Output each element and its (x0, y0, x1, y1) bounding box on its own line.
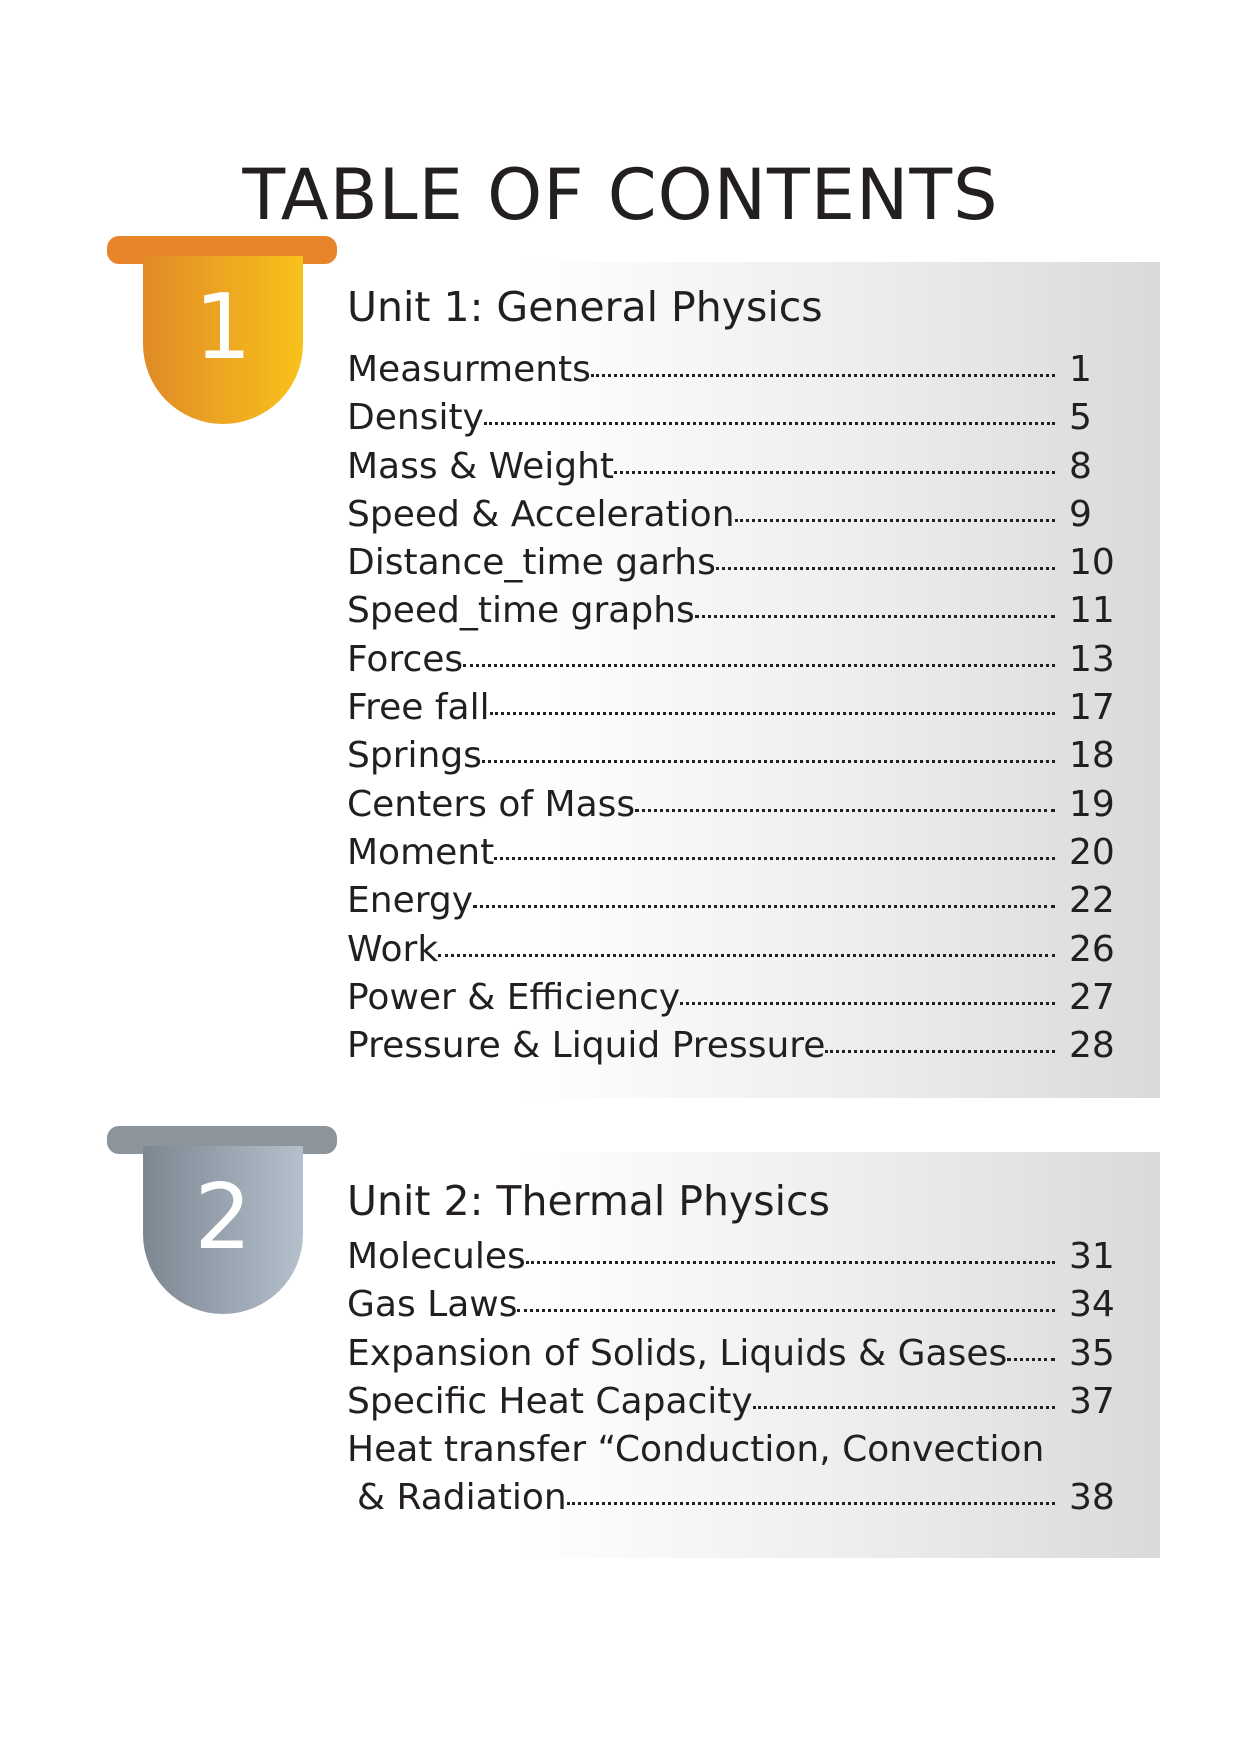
toc-entry[interactable] (347, 684, 1127, 732)
toc-entry[interactable] (347, 1378, 1127, 1426)
toc-entry[interactable] (347, 443, 1127, 491)
unit-1-title: Unit 1: General Physics (347, 283, 823, 331)
toc-entry[interactable] (347, 491, 1127, 539)
unit-1-number: 1 (194, 275, 252, 380)
toc-entry[interactable] (347, 877, 1127, 925)
entry-title: Distance_time garhs (347, 542, 716, 584)
dot-leader (753, 1406, 1055, 1409)
dot-leader (438, 954, 1055, 957)
entry-page-number: 28 (1069, 1025, 1115, 1067)
entry-page-number: 37 (1069, 1380, 1115, 1422)
entry-title: Centers of Mass (347, 783, 636, 825)
toc-entry[interactable] (347, 974, 1127, 1022)
dot-leader (494, 857, 1055, 860)
entry-title: Mass & Weight (347, 445, 615, 487)
entry-page-number: 35 (1069, 1332, 1115, 1374)
toc-entry[interactable] (347, 1022, 1127, 1070)
entry-title: Power & Efficiency (347, 976, 681, 1018)
entry-page-number: 9 (1069, 493, 1092, 535)
entry-page-number: 22 (1069, 880, 1115, 922)
toc-entry[interactable] (347, 781, 1127, 829)
entry-title: Expansion of Solids, Liquids & Gases (347, 1332, 1008, 1374)
entry-title: Heat transfer “Conduction, Convection (347, 1429, 1045, 1471)
dot-leader (614, 471, 1055, 474)
entry-page-number: 26 (1069, 928, 1115, 970)
dot-leader (825, 1050, 1055, 1053)
unit-2-number: 2 (194, 1165, 252, 1270)
unit-2-title: Unit 2: Thermal Physics (347, 1177, 830, 1225)
unit-2-entry-list (347, 1233, 1127, 1522)
dot-leader (680, 1002, 1055, 1005)
unit-1-entry-list (347, 346, 1127, 1070)
toc-entry[interactable] (347, 1233, 1127, 1281)
entry-title: Speed_time graphs (347, 590, 695, 632)
toc-entry[interactable] (347, 1281, 1127, 1329)
unit-1-number-badge (107, 236, 337, 426)
dot-leader (473, 905, 1055, 908)
entry-page-number: 5 (1069, 397, 1092, 439)
entry-title: Specific Heat Capacity (347, 1380, 753, 1422)
entry-title: Measurments (347, 349, 591, 390)
entry-page-number: 27 (1069, 976, 1115, 1018)
entry-page-number: 31 (1069, 1236, 1115, 1277)
toc-entry[interactable] (347, 636, 1127, 684)
entry-title: Gas Laws (347, 1284, 518, 1326)
entry-page-number: 10 (1069, 542, 1115, 584)
entry-page-number: 38 (1069, 1477, 1115, 1519)
entry-title-continued: & Radiation (357, 1477, 567, 1519)
entry-title: Free fall (347, 687, 490, 729)
dot-leader (463, 664, 1055, 667)
toc-entry[interactable] (347, 394, 1127, 442)
toc-entry[interactable] (347, 346, 1127, 394)
entry-title: Molecules (347, 1236, 526, 1277)
dot-leader (526, 1261, 1055, 1264)
entry-page-number: 1 (1069, 349, 1092, 390)
dot-leader (735, 519, 1055, 522)
entry-page-number: 17 (1069, 687, 1115, 729)
toc-entry[interactable] (347, 1330, 1127, 1378)
toc-entry[interactable] (347, 732, 1127, 780)
entry-page-number: 20 (1069, 831, 1115, 873)
toc-entry[interactable] (347, 587, 1127, 635)
dot-leader (517, 1309, 1055, 1312)
dot-leader (635, 809, 1055, 812)
entry-title: Forces (347, 638, 464, 680)
entry-title: Pressure & Liquid Pressure (347, 1025, 826, 1067)
entry-title: Speed & Acceleration (347, 493, 735, 535)
entry-title: Moment (347, 831, 495, 873)
toc-entry[interactable] (347, 926, 1127, 974)
entry-page-number: 11 (1069, 590, 1115, 632)
entry-title: Density (347, 397, 484, 439)
dot-leader (1007, 1358, 1055, 1361)
unit-2-number-badge (107, 1126, 337, 1316)
dot-leader (482, 760, 1055, 763)
entry-page-number: 34 (1069, 1284, 1115, 1326)
dot-leader (695, 615, 1055, 618)
toc-entry[interactable] (347, 1426, 1127, 1522)
entry-page-number: 13 (1069, 638, 1115, 680)
dot-leader (567, 1502, 1055, 1505)
page-title: TABLE OF CONTENTS (242, 153, 999, 236)
toc-entry[interactable] (347, 539, 1127, 587)
entry-title: Springs (347, 735, 482, 777)
dot-leader (716, 567, 1055, 570)
entry-page-number: 8 (1069, 445, 1092, 487)
entry-title: Work (347, 928, 439, 970)
entry-page-number: 19 (1069, 783, 1115, 825)
dot-leader (591, 374, 1055, 377)
dot-leader (490, 712, 1055, 715)
entry-page-number: 18 (1069, 735, 1115, 777)
toc-entry[interactable] (347, 829, 1127, 877)
dot-leader (484, 422, 1055, 425)
entry-title: Energy (347, 880, 474, 922)
